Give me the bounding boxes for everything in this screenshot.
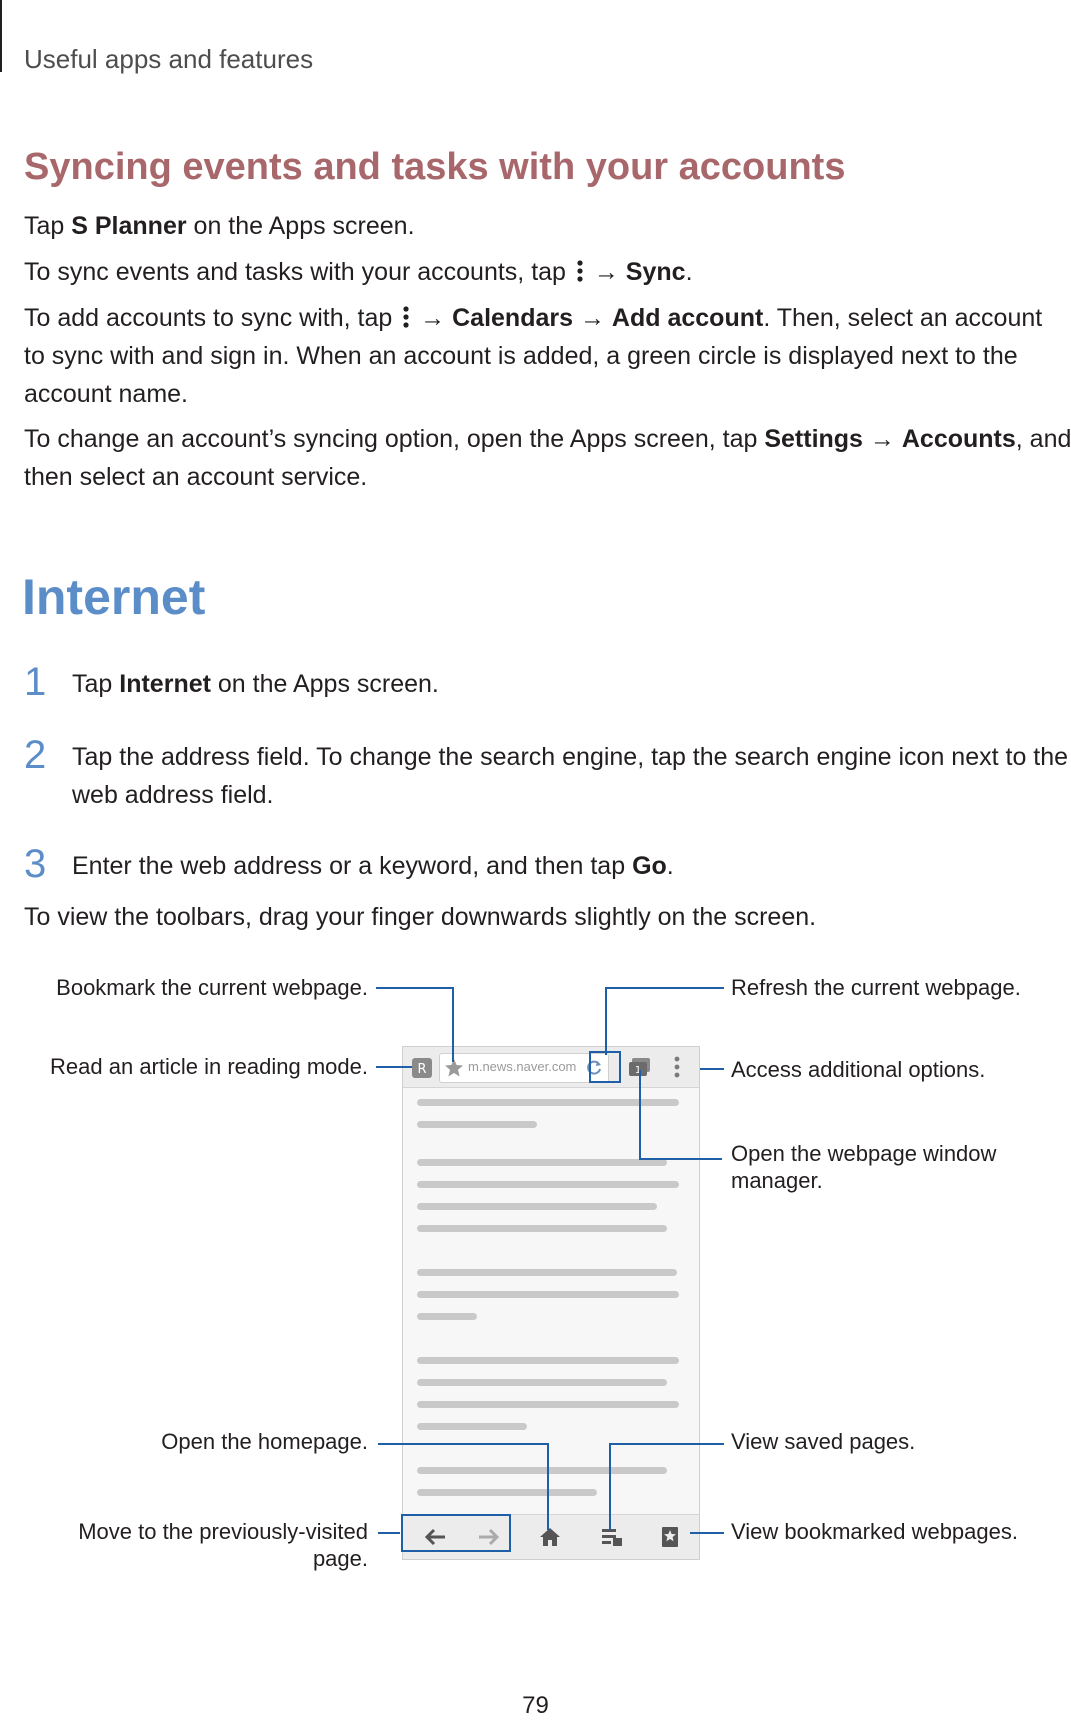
label-bookmark: Bookmark the current webpage.	[56, 975, 368, 1000]
step-number: 2	[24, 733, 47, 777]
label-reading-mode: Read an article in reading mode.	[50, 1054, 368, 1079]
step-number: 1	[24, 660, 47, 704]
running-header: Useful apps and features	[24, 44, 314, 74]
callout-homepage	[378, 1444, 548, 1530]
step-number: 3	[24, 842, 47, 886]
sync-paragraph-2: To sync events and tasks with your accounts, tap → Sync.	[24, 258, 693, 286]
label-options: Access additional options.	[731, 1057, 986, 1082]
label-homepage: Open the homepage.	[161, 1429, 368, 1454]
callout-refresh-box	[590, 1052, 620, 1082]
sync-paragraph-3: To add accounts to sync with, tap → Calendars → Add account. Then, select an account to sync with and sign in. When an account is added, a green circle is displayed next to the account name.	[24, 304, 1043, 408]
callout-saved	[610, 1444, 724, 1530]
callout-bookmark	[376, 988, 453, 1062]
svg-text:1: 1	[634, 1065, 642, 1076]
step-1-text: Tap Internet on the Apps screen.	[72, 670, 439, 698]
sync-section-title: Syncing events and tasks with your accounts	[24, 146, 846, 188]
label-bookmarked-pages: View bookmarked webpages.	[731, 1519, 1018, 1544]
address-text: m.news.naver.com	[468, 1059, 577, 1074]
callout-prev-box	[402, 1515, 510, 1551]
callout-window-manager	[640, 1070, 722, 1159]
step-3-text: Enter the web address or a keyword, and then tap Go.	[72, 852, 674, 880]
label-refresh: Refresh the current webpage.	[731, 975, 1021, 1000]
label-window-manager: Open the webpage window manager.	[731, 1141, 997, 1193]
label-saved-pages: View saved pages.	[731, 1429, 916, 1454]
sync-paragraph-1: Tap S Planner on the Apps screen.	[24, 212, 415, 240]
label-previous-page: Move to the previously-visited page.	[78, 1519, 368, 1571]
callout-refresh	[606, 988, 724, 1055]
sync-paragraph-4: To change an account’s syncing option, open the Apps screen, tap Settings → Accounts, and then select an account service.	[24, 425, 1071, 491]
svg-text:R: R	[417, 1062, 427, 1077]
page-number: 79	[522, 1692, 549, 1719]
internet-section-title: Internet	[22, 569, 206, 625]
step-2-text: Tap the address field. To change the search engine, tap the search engine icon next to the web address field.	[72, 743, 1069, 809]
toolbar-hint: To view the toolbars, drag your finger downwards slightly on the screen.	[24, 903, 817, 931]
